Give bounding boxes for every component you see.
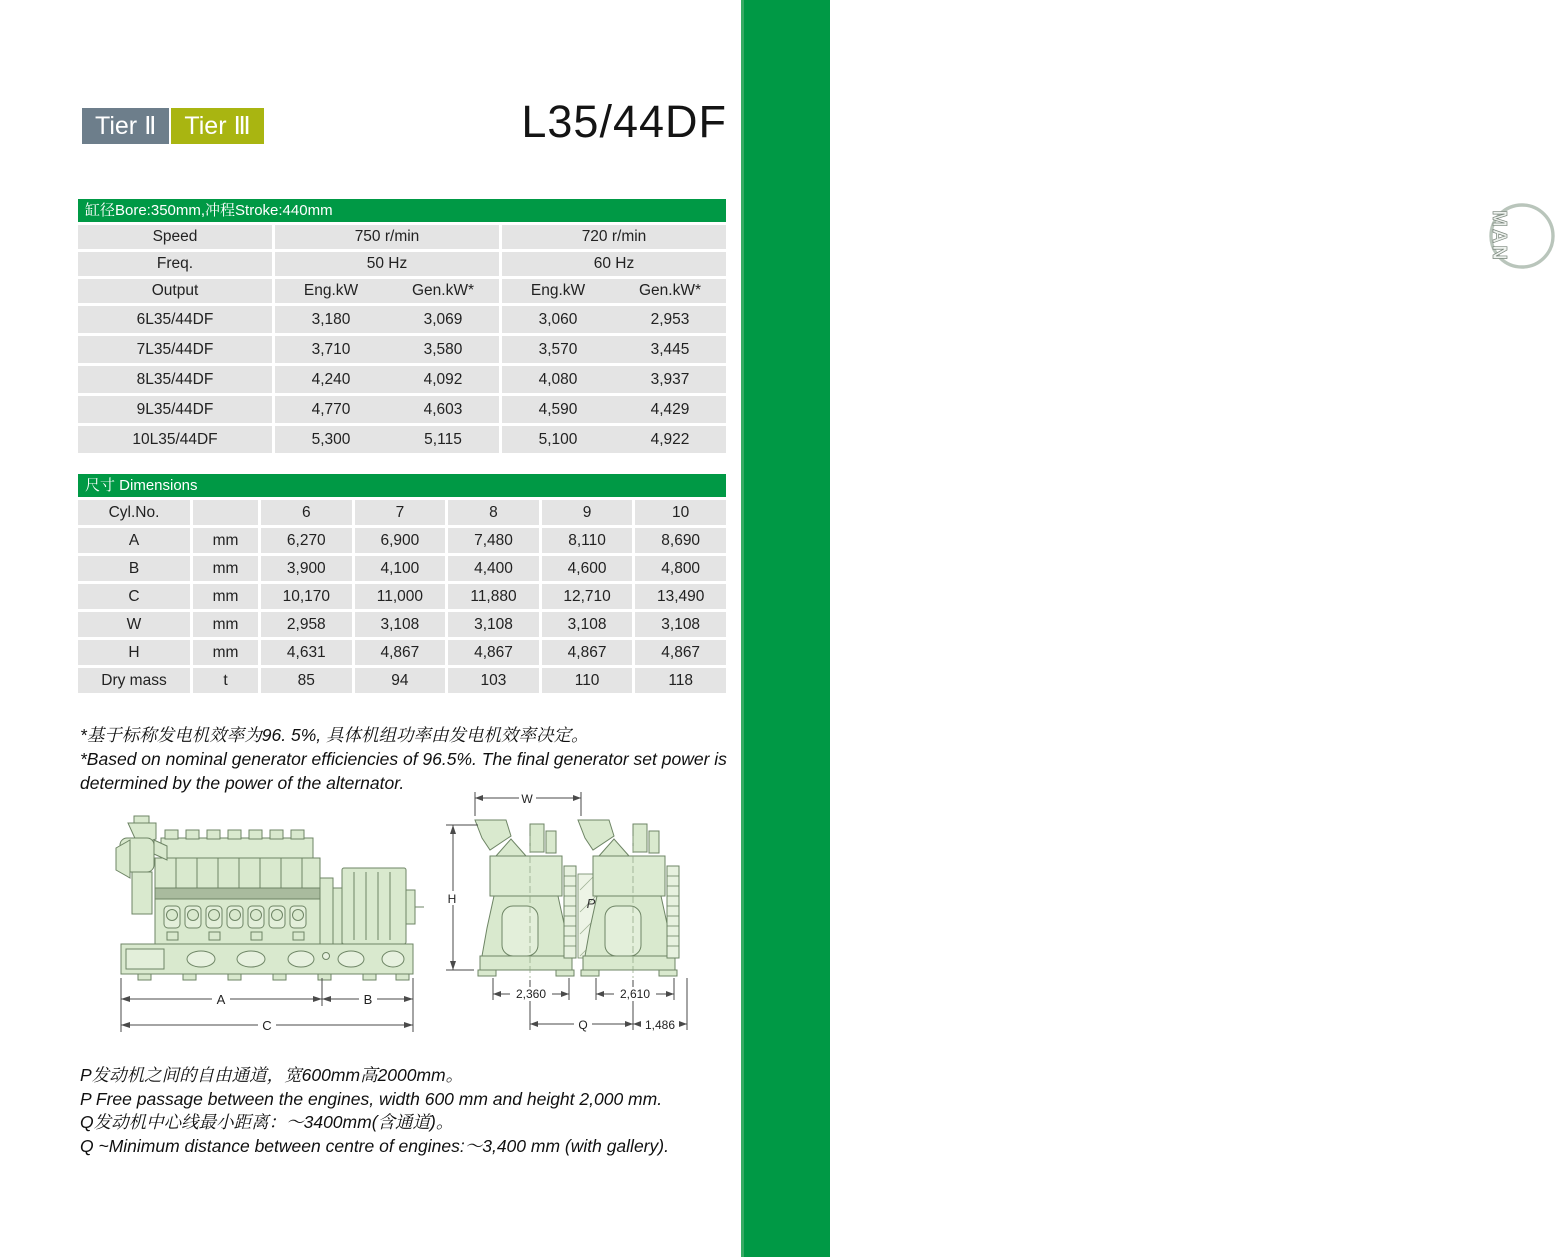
gen-kw-value: 3,580 xyxy=(423,340,463,358)
table-row-dim xyxy=(78,668,726,693)
dim-w-label: W xyxy=(521,792,533,806)
cyl-col: 9 xyxy=(542,500,633,525)
dimensions-table xyxy=(78,474,726,693)
dim-label: C xyxy=(78,584,190,609)
dim-unit: mm xyxy=(193,528,258,553)
dim-value: 103 xyxy=(448,668,539,693)
outputs-50hz xyxy=(275,366,499,393)
dim-value: 4,600 xyxy=(542,556,633,581)
model-name: 9L35/44DF xyxy=(78,396,272,423)
gen-kw-value: 5,115 xyxy=(424,430,462,448)
sidebar-product-en: GenSet xyxy=(1516,351,1546,449)
dimensions-table-header: 尺寸 Dimensions xyxy=(78,474,726,497)
dim-value: 10,170 xyxy=(261,584,352,609)
table-row-output-header xyxy=(78,279,726,303)
table-row-dim xyxy=(78,528,726,553)
dim-value: 4,100 xyxy=(355,556,446,581)
dim-label: B xyxy=(78,556,190,581)
dim-label: A xyxy=(78,528,190,553)
output-cols-50hz xyxy=(275,279,499,303)
dim-value: 94 xyxy=(355,668,446,693)
dim-1486-label: 1,486 xyxy=(644,1018,676,1032)
dim-p-label: P xyxy=(586,896,596,911)
eng-kw-value: 4,590 xyxy=(538,400,578,418)
eng-kw-value: 3,180 xyxy=(311,310,351,328)
dim-value: 4,867 xyxy=(635,640,726,665)
gen-kw-value: 4,092 xyxy=(423,370,463,388)
dim-value: 8,110 xyxy=(542,528,633,553)
eng-kw-value: 4,240 xyxy=(311,370,351,388)
gen-kw-header: Gen.kW* xyxy=(411,282,474,299)
page-title: L35/44DF xyxy=(521,96,727,147)
outputs-60hz xyxy=(502,426,726,453)
row-label: Output xyxy=(78,279,272,303)
table-row-model xyxy=(78,366,726,393)
outputs-60hz xyxy=(502,396,726,423)
eng-kw-value: 5,100 xyxy=(538,430,578,448)
table-row-dim xyxy=(78,612,726,637)
eng-kw-value: 4,770 xyxy=(311,400,351,418)
dim-value: 8,690 xyxy=(635,528,726,553)
footnote-p-en: P Free passage between the engines, width 600 mm and height 2,000 mm. xyxy=(80,1088,663,1109)
efficiency-note-zh: *基于标称发电机效率为96. 5%, 具体机组功率由发电机效率决定。 xyxy=(80,725,589,745)
dim-value: 6,900 xyxy=(355,528,446,553)
table-row-model xyxy=(78,426,726,453)
dim-unit: t xyxy=(193,668,258,693)
table-row-colheader xyxy=(78,500,726,525)
eng-kw-header: Eng.kW xyxy=(303,282,359,299)
eng-kw-value: 3,060 xyxy=(538,310,578,328)
table-row-model xyxy=(78,396,726,423)
gen-kw-header: Gen.kW* xyxy=(638,282,701,299)
speed-50hz: 750 r/min xyxy=(275,225,499,249)
dim-label: H xyxy=(78,640,190,665)
table-row-model xyxy=(78,306,726,333)
dim-value: 4,800 xyxy=(635,556,726,581)
efficiency-note-en: determined by the power of the alternator. xyxy=(80,773,405,793)
dim-value: 4,400 xyxy=(448,556,539,581)
dim-value: 4,631 xyxy=(261,640,352,665)
sidebar-brand-text: CMP - xyxy=(1506,95,1536,182)
dim-unit: mm xyxy=(193,584,258,609)
dim-value: 3,108 xyxy=(635,612,726,637)
footnote-q-en: Q ~Minimum distance between centre of engines:～3,400 mm (with gallery). xyxy=(80,1135,669,1156)
model-name: 10L35/44DF xyxy=(78,426,272,453)
table-row-dim xyxy=(78,584,726,609)
dim-value: 110 xyxy=(542,668,633,693)
col-label: Cyl.No. xyxy=(78,500,190,525)
dim-a-label: A xyxy=(216,992,226,1007)
dim-unit: mm xyxy=(193,640,258,665)
tier2-badge: Tier Ⅱ xyxy=(82,108,169,144)
spec-table xyxy=(78,199,726,453)
dim-unit: mm xyxy=(193,612,258,637)
dim-value: 7,480 xyxy=(448,528,539,553)
dim-value: 3,108 xyxy=(448,612,539,637)
table-row-freq xyxy=(78,252,726,276)
gen-kw-value: 3,069 xyxy=(423,310,463,328)
gen-kw-value: 4,603 xyxy=(423,400,463,418)
table-row-dim xyxy=(78,640,726,665)
eng-kw-value: 5,300 xyxy=(311,430,351,448)
dim-value: 2,958 xyxy=(261,612,352,637)
tier3-badge: Tier Ⅲ xyxy=(171,108,263,144)
dim-value: 13,490 xyxy=(635,584,726,609)
eng-kw-header: Eng.kW xyxy=(530,282,586,299)
cyl-col: 7 xyxy=(355,500,446,525)
spec-table-header: 缸径Bore:350mm,冲程Stroke:440mm xyxy=(78,199,726,222)
freq-50hz: 50 Hz xyxy=(275,252,499,276)
dim-c-label: C xyxy=(262,1018,272,1033)
footnote-p-zh: P发动机之间的自由通道，宽600mm高2000mm。 xyxy=(80,1065,464,1085)
sidebar-product-zh: 发电机组 xyxy=(1491,351,1517,467)
outputs-50hz xyxy=(275,336,499,363)
dim-value: 12,710 xyxy=(542,584,633,609)
model-name: 7L35/44DF xyxy=(78,336,272,363)
row-label: Speed xyxy=(78,225,272,249)
outputs-60hz xyxy=(502,306,726,333)
gen-kw-value: 3,445 xyxy=(650,340,690,358)
man-logo-text: MAN xyxy=(1488,210,1510,262)
dim-2360-label: 2,360 xyxy=(515,987,547,1001)
dim-value: 85 xyxy=(261,668,352,693)
gen-kw-value: 4,429 xyxy=(650,400,690,418)
freq-60hz: 60 Hz xyxy=(502,252,726,276)
table-row-dim xyxy=(78,556,726,581)
footnote-q-zh: Q发动机中心线最小距离：～3400mm(含通道)。 xyxy=(80,1112,454,1132)
model-name: 8L35/44DF xyxy=(78,366,272,393)
outputs-50hz xyxy=(275,396,499,423)
dim-label: W xyxy=(78,612,190,637)
sidebar xyxy=(741,0,1546,1257)
dim-value: 11,000 xyxy=(355,584,446,609)
efficiency-note-en: *Based on nominal generator efficiencies of 96.5%. The final generator set power is xyxy=(80,749,727,769)
dim-value: 3,108 xyxy=(542,612,633,637)
output-cols-60hz xyxy=(502,279,726,303)
speed-60hz: 720 r/min xyxy=(502,225,726,249)
table-row-model xyxy=(78,336,726,363)
unit-header xyxy=(193,500,258,525)
dim-value: 3,108 xyxy=(355,612,446,637)
dim-value: 11,880 xyxy=(448,584,539,609)
dim-value: 4,867 xyxy=(355,640,446,665)
cyl-col: 6 xyxy=(261,500,352,525)
sidebar-product xyxy=(1491,351,1545,467)
gen-kw-value: 4,922 xyxy=(650,430,690,448)
table-row-speed xyxy=(78,225,726,249)
dim-b-label: B xyxy=(363,992,373,1007)
engine-side-view-drawing xyxy=(108,792,428,1042)
dim-2610-label: 2,610 xyxy=(619,987,651,1001)
cyl-col: 10 xyxy=(635,500,726,525)
outputs-60hz xyxy=(502,336,726,363)
dim-value: 4,867 xyxy=(448,640,539,665)
eng-kw-value: 3,710 xyxy=(311,340,351,358)
eng-kw-value: 4,080 xyxy=(538,370,578,388)
dim-label: Dry mass xyxy=(78,668,190,693)
dim-h-label: H xyxy=(447,892,457,906)
dim-value: 4,867 xyxy=(542,640,633,665)
outputs-50hz xyxy=(275,306,499,333)
outputs-60hz xyxy=(502,366,726,393)
man-logo-icon xyxy=(1484,198,1566,278)
outputs-50hz xyxy=(275,426,499,453)
dim-value: 118 xyxy=(635,668,726,693)
dim-unit: mm xyxy=(193,556,258,581)
eng-kw-value: 3,570 xyxy=(538,340,578,358)
gen-kw-value: 3,937 xyxy=(650,370,690,388)
gen-kw-value: 2,953 xyxy=(650,310,690,328)
engine-end-view-drawing xyxy=(438,778,730,1060)
dim-value: 3,900 xyxy=(261,556,352,581)
model-name: 6L35/44DF xyxy=(78,306,272,333)
cyl-col: 8 xyxy=(448,500,539,525)
row-label: Freq. xyxy=(78,252,272,276)
dim-value: 6,270 xyxy=(261,528,352,553)
dim-q-label: Q xyxy=(578,1018,588,1032)
passage-notes xyxy=(80,1064,730,1158)
